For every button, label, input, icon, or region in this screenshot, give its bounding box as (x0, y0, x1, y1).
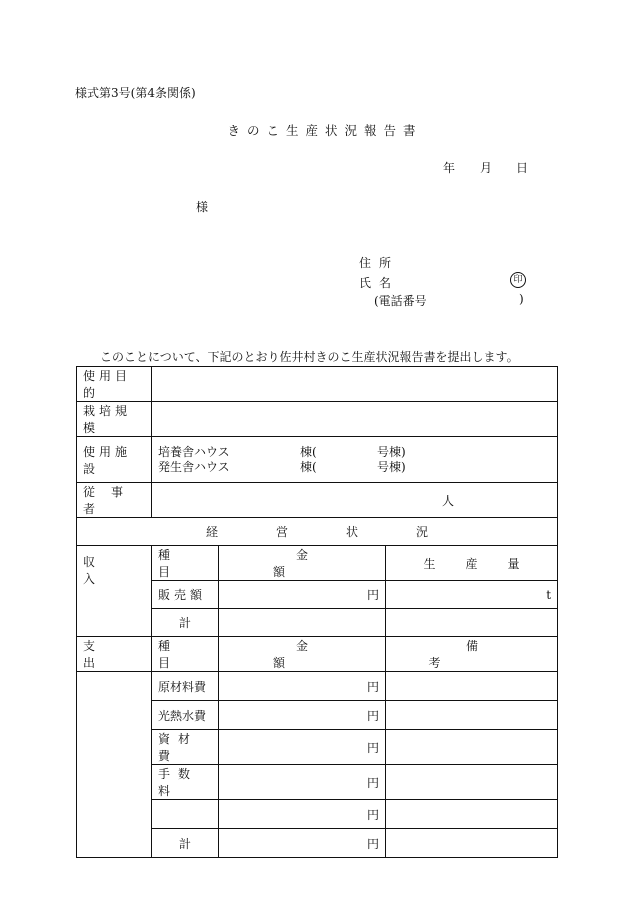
expense-total-remarks[interactable] (386, 829, 558, 858)
expense-total-label: 計 (152, 829, 219, 858)
expense-amount-header: 金額 (219, 637, 386, 672)
production-field[interactable] (386, 581, 558, 609)
sales-amount-field[interactable] (219, 581, 386, 609)
addressee-suffix: 様 (196, 200, 209, 214)
ton-unit: t (546, 587, 552, 602)
expense-item: 手数料 (152, 765, 219, 800)
expense-blank (77, 672, 152, 858)
expense-amount-field[interactable]: 円 (219, 765, 386, 800)
expense-item-header: 種目 (152, 637, 219, 672)
income-label: 収入 (77, 546, 152, 637)
report-table (76, 366, 558, 858)
expense-total-field[interactable]: 円 (219, 829, 386, 858)
sales-label: 販売額 (152, 581, 219, 609)
form-number: 様式第3号(第4条関係) (75, 86, 196, 100)
workers-unit: 人 (442, 493, 455, 508)
income-total-field[interactable] (219, 609, 386, 637)
phone-label: (電話番号 (374, 294, 427, 308)
seal-icon: 印 (510, 272, 526, 288)
date-day-label: 日 (516, 161, 529, 175)
expense-item: 光熱水費 (152, 701, 219, 730)
remarks-header: 備考 (386, 637, 558, 672)
expense-remarks-field[interactable] (386, 730, 558, 765)
yen-unit: 円 (366, 588, 379, 602)
name-label: 氏名 (359, 276, 400, 290)
expense-item: 原材料費 (152, 672, 219, 701)
purpose-field[interactable] (152, 367, 558, 402)
facility-1-name: 培養舎ハウス (158, 444, 230, 459)
facility-2-name: 発生舎ハウス (158, 459, 230, 474)
facility-field[interactable] (152, 437, 558, 483)
income-amount-header: 金額 (219, 546, 386, 581)
facility-1-ridge-close: 号棟) (377, 444, 406, 459)
production-header: 生産量 (386, 546, 558, 581)
expense-remarks-field[interactable] (386, 765, 558, 800)
expense-item-blank[interactable] (152, 800, 219, 829)
intro-text: このことについて、下記のとおり佐井村きのこ生産状況報告書を提出します。 (100, 350, 519, 364)
income-total-label: 計 (152, 609, 219, 637)
facility-2-ridge-close: 号棟) (377, 459, 406, 474)
scale-field[interactable] (152, 402, 558, 437)
address-label: 住所 (359, 256, 400, 270)
document-title: きのこ生産状況報告書 (227, 123, 423, 138)
expense-remarks-field[interactable] (386, 701, 558, 730)
facility-1-ridge-open: 棟( (300, 444, 317, 459)
date-month-label: 月 (480, 161, 493, 175)
expense-label: 支出 (77, 637, 152, 672)
purpose-label: 使用目的 (77, 367, 152, 402)
management-header: 経営状況 (77, 518, 558, 546)
expense-amount-field[interactable]: 円 (219, 800, 386, 829)
expense-amount-field[interactable]: 円 (219, 672, 386, 701)
expense-item: 資材費 (152, 730, 219, 765)
facility-2-ridge-open: 棟( (300, 459, 317, 474)
facility-label: 使用施設 (77, 437, 152, 483)
income-total-extra[interactable] (386, 609, 558, 637)
income-item-header: 種目 (152, 546, 219, 581)
workers-field[interactable] (152, 483, 558, 518)
scale-label: 栽培規模 (77, 402, 152, 437)
expense-amount-field[interactable]: 円 (219, 701, 386, 730)
expense-remarks-field[interactable] (386, 800, 558, 829)
phone-close-paren: ) (519, 292, 524, 306)
workers-label: 従事者 (77, 483, 152, 518)
expense-amount-field[interactable]: 円 (219, 730, 386, 765)
date-year-label: 年 (443, 161, 456, 175)
expense-remarks-field[interactable] (386, 672, 558, 701)
